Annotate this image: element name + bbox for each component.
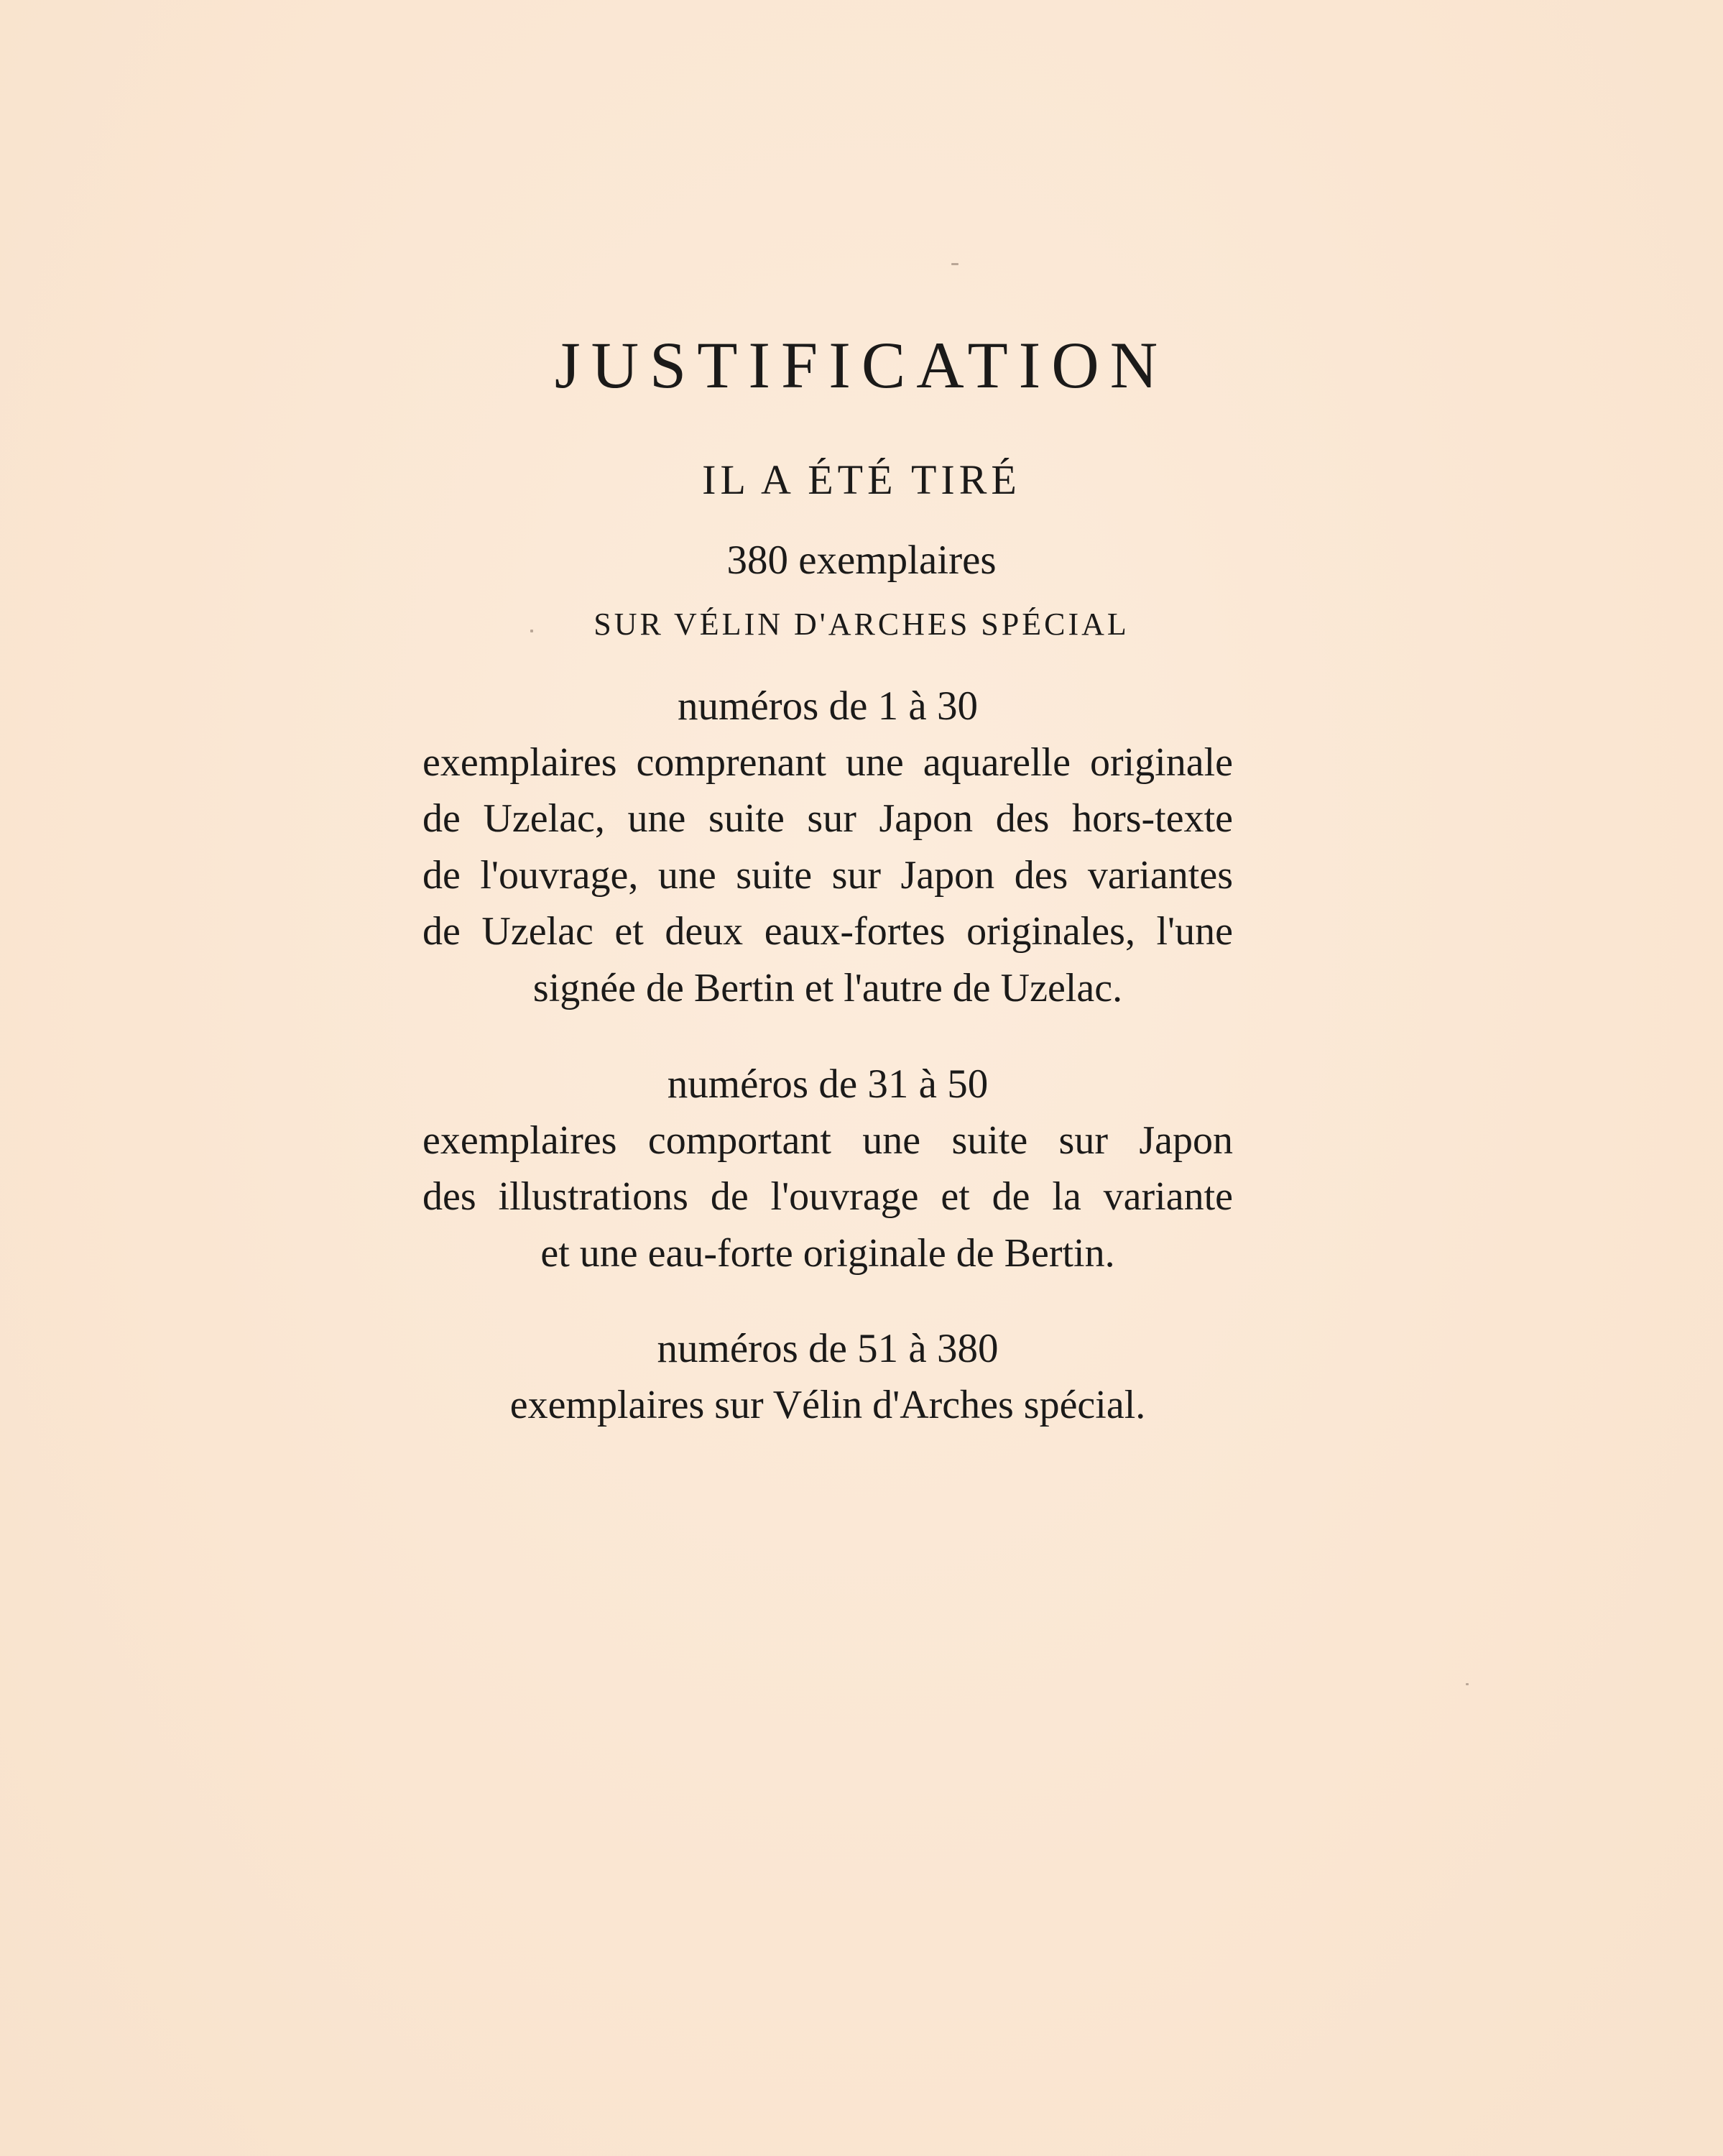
edition-section [422,678,1233,1016]
description-line: exemplaires comportant une suite sur Japon [422,1118,1233,1163]
section-description [422,1377,1233,1433]
description-line: exemplaires comprenant une aquarelle originale [422,740,1233,785]
description-line: des illustrations de l'ouvrage et de la variante [422,1174,1233,1220]
print-run-heading: IL A ÉTÉ TIRÉ [702,456,1021,503]
paper-speck [1466,1683,1469,1685]
description-line: signée de Bertin et l'autre de Uzelac. [532,965,1123,1010]
section-heading: numéros de 51 à 380 [657,1326,999,1371]
edition-section [422,1056,1233,1281]
description-line: de l'ouvrage, une suite sur Japon des variantes [422,852,1233,898]
edition-section [422,1321,1233,1433]
section-description [422,1112,1233,1281]
description-line: exemplaires sur Vélin d'Arches spécial. [509,1383,1146,1427]
description-line: et une eau-forte originale de Bertin. [540,1230,1115,1276]
description-line: de Uzelac, une suite sur Japon des hors-texte [422,796,1233,842]
paper-type: SUR VÉLIN D'ARCHES SPÉCIAL [593,607,1130,642]
paper-speck [951,263,958,265]
section-heading: numéros de 31 à 50 [667,1061,989,1107]
page-title: JUSTIFICATION [554,328,1169,402]
description-line: de Uzelac et deux eaux-fortes originales, l'une [422,909,1233,954]
copies-count: 380 exemplaires [726,538,997,583]
section-description [422,734,1233,1016]
section-heading: numéros de 1 à 30 [678,683,978,729]
